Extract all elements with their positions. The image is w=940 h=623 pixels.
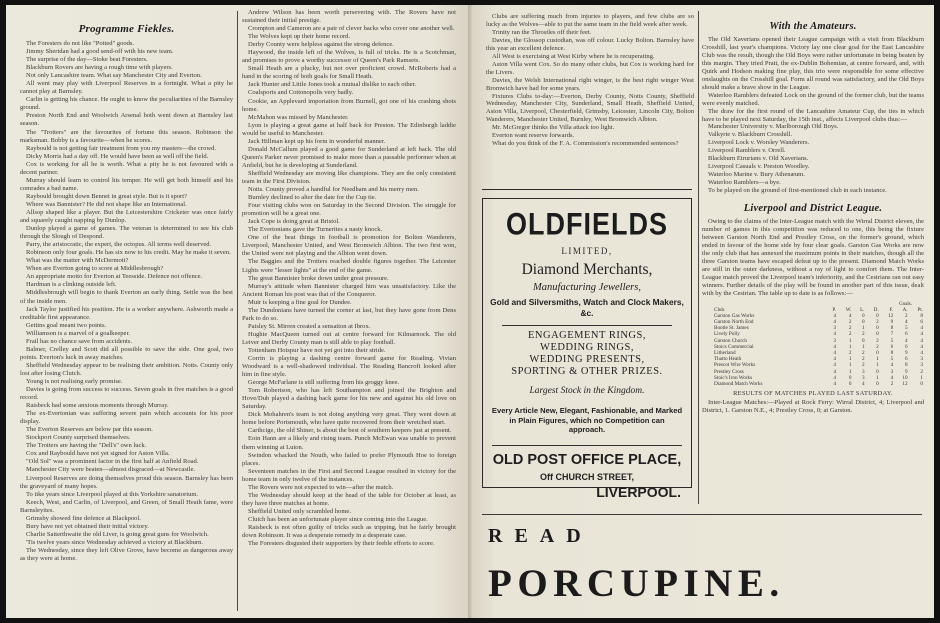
stat-cell: 4 (848, 312, 852, 319)
stat-cell: 3 (861, 374, 865, 381)
paragraph: Parry, the aristocratic, the expert, the octopus. All terms well deserved. (26, 241, 212, 249)
paragraph: Jack Cope is doing great at Bristol. (248, 218, 340, 226)
stat-cell: 2 (876, 343, 879, 350)
stat-cell: 6 (905, 331, 908, 338)
stat-cell: 7 (890, 331, 894, 338)
paragraph: Notts. County proved a handful for Needham and his merry men. (248, 186, 419, 194)
stat-cell: 6 (920, 319, 923, 325)
stat-cell: 4 (920, 325, 923, 332)
paragraph: To tike years since Liverpool played at this Yorkshire sanatorium. (26, 490, 199, 498)
paragraph: Liverpool Reserves are doing themselves proud this season. Barnsley has been the graveyard of many hopes. (20, 474, 233, 490)
ad-limited: LIMITED, (561, 246, 613, 256)
read-text: READ (488, 525, 593, 547)
paragraph: Stockport County surprised themselves. (26, 434, 131, 442)
club-name-cell: Thatto Heath (714, 356, 742, 363)
paragraph: Four visiting clubs won on Saturday in the Second Division. The struggle for promotion will be a great one. (242, 202, 456, 218)
paragraph: Liverpool Lock v. Worsley Wanderers. (708, 139, 810, 147)
paragraph: 'Tis twelve years since Wednesday achieved a victory at Blackburn. (26, 538, 204, 546)
stat-cell: 1 (848, 343, 852, 350)
paragraph: Cox is working for all he is worth. What a pity he is not favoured with a decent partner. (20, 160, 233, 176)
stat-cell: 4 (905, 319, 908, 325)
stat-cell: 0 (876, 312, 879, 319)
league-column-header: W. (845, 306, 852, 313)
paragraph: Fixtures Clubs to-day:—Everton, Derby County, Notts County, Sheffield Wednesday, Manchester City, Sunderland, Small Heath, Sheffield United, Aston Villa, Liverpool, Chesterfield, Grimsby, Leicester, Lincoln City, Bolton Wanderers, Manchester United, Burnley, West Bromwich Albion. (486, 92, 694, 124)
stat-cell: 4 (890, 374, 894, 381)
paragraph: Tottenham Hotspur have not yet got into their stride. (248, 346, 386, 354)
stat-cell: 9 (890, 319, 894, 325)
paragraph: Young is not realising early promise. (26, 377, 123, 385)
paragraph: Hardman is a clinking outside left. (26, 281, 117, 289)
club-name-cell: Prestley Cross (714, 368, 744, 375)
stat-cell: 4 (905, 337, 908, 344)
paragraph: Clutch has been an unfortunate player since coming into the League. (248, 515, 428, 523)
stat-cell: 4 (833, 374, 836, 381)
paragraph: The Everton Reserves are below par this season. (26, 426, 153, 434)
stat-cell: 3 (920, 362, 923, 369)
club-name-cell: Garston Church (714, 337, 747, 344)
stat-cell: 6 (890, 343, 894, 350)
paragraph: Tom Robertson, who has left Southampton and joined the Brighton and Hove/Dub played a dashing back game for his new and against his old love on Saturday. (242, 387, 456, 411)
league-column-header: D. (873, 306, 879, 313)
paragraph: The Wolves kept up their home record. (248, 33, 351, 41)
stat-cell: 4 (833, 331, 836, 338)
paragraph: The ex-Evertonian was suffering severe pain which accounts for his poor display. (20, 410, 233, 426)
results-heading: RESULTS OF MATCHES PLAYED LAST SATURDAY. (733, 390, 893, 398)
stat-cell: 9 (905, 368, 908, 375)
paragraph: Robinson only four goals. He has six now to his credit. May he make it seven. (26, 249, 231, 257)
paragraph: Burnley declined to alter the date for the Cup tie. (248, 194, 377, 202)
col3-paragraphs (486, 13, 694, 148)
column-divider-right (698, 11, 699, 504)
paragraph: Trinity ran the Throstles off their feet. (492, 28, 592, 36)
paragraph: Eoin Hann are a likely and rising team. Punch McEwan was unable to prevent them winning at Luton. (242, 435, 456, 451)
stat-cell: 12 (902, 381, 908, 388)
ad-address-city: LIVERPOOL. (596, 483, 681, 500)
paragraph: Raybould brought down Bennet in great style. But is it sport? (26, 192, 187, 200)
stat-cell: 1 (848, 362, 852, 369)
stat-cell: 0 (848, 374, 852, 381)
stat-cell: 4 (920, 331, 923, 338)
paragraph: Grimsby showed fine defence at Blackpool. (26, 514, 141, 522)
stat-cell: 4 (890, 362, 894, 369)
stat-cell: 1 (920, 374, 923, 381)
paragraph: Dunlop played a game of games. The veteran is determined to see his club through the Slough of Despond. (20, 225, 233, 241)
programme-fickles-heading: Programme Fiekles. (78, 23, 175, 35)
paragraph: Paisley St. Mirren created a sensation at Ibrox. (248, 322, 371, 330)
paragraph: Swindon whacked the Nouth, who failed to prefer Plymouth Hoe to foreign places. (242, 451, 456, 467)
paragraph: Crompton and Cameron are a pair of clever backs who cover one another well. (248, 25, 455, 33)
paragraph: Liverpool Ramblers v. Orrell. (708, 147, 786, 155)
ad-engagement-rings: ENGAGEMENT RINGS, (528, 330, 646, 341)
stat-cell: 4 (833, 356, 836, 363)
paragraph: Balmer, Crelley and Scott did all possible to save the side. One goal, two points. Everton's luck in away matches. (20, 345, 233, 361)
paragraph: Davies, the Glossop custodian, was off colour. Lucky Bolton. Barnsley have this year an excellent defence. (486, 36, 694, 52)
stat-cell: 1 (861, 343, 865, 350)
notes-column (486, 13, 694, 148)
paragraph: All West is exercising at West Kirby where he is recuperating. (492, 52, 655, 60)
paragraph: The surprise of the day—Stoke beat Foresters. (26, 56, 148, 64)
stat-cell: 9 (905, 350, 908, 357)
club-name-cell: Diamond Match Works (714, 381, 763, 388)
stat-cell: 0 (876, 325, 879, 332)
paragraph: To be played on the ground of first-mentioned club in each instance. (708, 187, 887, 195)
ad-top-rule (482, 189, 692, 190)
paragraph: All went may play with Liverpool Reserves in a fortnight. What a pity he cannot play at Barnsley. (20, 80, 233, 96)
paragraph: The Rovers were not expected to win—after the match. (248, 483, 394, 491)
league-column-header: A. (902, 306, 908, 313)
paragraph: Sheffield Wednesday are moving like champions. They are the only consistent team in the First Division. (242, 169, 456, 185)
paragraph: Manchester City were beaten—almost disgraced—at Newcastle. (26, 466, 196, 474)
ad-jewellers: Manufacturing Jewellers, (533, 282, 641, 293)
stat-cell: 3 (890, 368, 894, 375)
paragraph: Jack Hunter and Little Jones took a mutual dislike to each other. (248, 81, 416, 89)
league-table-row (702, 381, 924, 387)
paragraph: Everton want reserve forwards. (492, 132, 575, 140)
stat-cell: 0 (861, 319, 865, 325)
paragraph: George McFarlane is still suffering from his groggy knee. (248, 379, 400, 387)
club-name-cell: Stoic's Iron Works (714, 374, 753, 381)
stat-cell: 8 (890, 350, 894, 357)
paragraph: "Old Sol" was a prominent factor in the first half at Anfield Road. (26, 458, 199, 466)
paragraph: Dick Mohahren's team is not doing anything very great. They went down at home before Portsmouth, who have quite recovered from their wretched start. (242, 411, 456, 427)
paragraph: Coalsports and Cottonopolis very badly. (248, 89, 354, 97)
ad-address-street: Off CHURCH STREET, (540, 471, 634, 482)
ad-merchants: Diamond Merchants, (521, 261, 653, 278)
column-divider (237, 11, 238, 611)
club-name-cell: Stoics Commercial (714, 343, 754, 350)
porcupine-ad-rule (482, 514, 922, 515)
stat-cell: 1 (861, 325, 865, 332)
paragraph: The Wednesday, since they left Olive Grove, have become as dangerous away as they were at home. (20, 546, 233, 562)
paragraph: What was the matter with McDermott? (26, 257, 129, 265)
ad-sporting-prizes: SPORTING & OTHER PRIZES. (511, 366, 663, 377)
stat-cell: 1 (876, 374, 879, 381)
paragraph: Seventeen matches in the First and Second League resulted in victory for the home team in only twelve of the instances. (242, 467, 456, 483)
ad-gold-silversmiths: Gold and Silversmiths, Watch and Clock Makers, &c. (490, 297, 684, 318)
stat-cell: 4 (833, 381, 836, 388)
stat-cell: 4 (833, 312, 836, 319)
club-name-cell: Lively Polly (714, 331, 740, 338)
stat-cell: 1 (876, 356, 879, 363)
paragraph: The Wednesday should keep at the head of the table for October at least, as they have three matches at home. (242, 491, 456, 507)
stat-cell: 5 (905, 325, 908, 332)
stat-cell: 6 (905, 356, 908, 363)
paragraph: Waterloo Ramblers—a bye. (708, 179, 781, 187)
paragraph: An appropriate motto for Everton at Teesside. Defence not offence. (26, 273, 203, 281)
league-column-header: Pt. (917, 306, 923, 313)
paragraph: The Dundonians have turned the corner at last, but they have gone from Dens Park to do so. (242, 306, 456, 322)
paragraph: Waterloo Ramblers defeated Lock on the ground of the former club, but the teams were evenly matched. (702, 91, 924, 107)
paragraph: Sheffield Wednesday appear to be realising their ambition. Notts. County only lost after losing Clutch. (20, 361, 233, 377)
paragraph: Liverpool Casuals v. Preston Woodley. (708, 163, 810, 171)
paragraph: Sheffield United only scrambled home. (248, 507, 351, 515)
stat-cell: 0 (876, 331, 879, 338)
paragraph: Owing to the claims of the Inter-League match with the Wirral District eleven, the number of games in this competition was reduced to one, this being the fixture between Garston North End and Prestley Cross, on the former's ground, which ended in favour of the home side by four clear goals. Garston Gas Works are now the only club that has annexed the maximum points in their matches, though all the three Garston teams have escaped defeat up to the present. Diamond Match Works are still in the outer darkness, without a ray of light to comfort them. The Inter-League match proved the Liverpool team's inferiority, and the Cestrians ran out easy winners. Further details of the play will be found in another part of this issue, dealt with by the Cestrian. The table up to date is as follows:— (702, 218, 924, 297)
paragraph: Small Heath are a plucky, but not over proficient crowd. McRoberts had a hand in the scoring of both goals for Small Heath. (242, 65, 456, 81)
paragraph: The Foresters do not like "Potted" goods. (26, 40, 135, 47)
paragraph: Hughie MacQueen turned out at centre forward for Kilmarnock. The old Leiver and Derby County man is still able to play football. (242, 330, 456, 346)
paragraph: Haywood, the inside left of the Wolves, is full of tricks. He is a Scotchman, and promises to prove a worthy successor of Queen's Park Ramsets. (242, 49, 456, 65)
paragraph: Valkyrie v. Blackburn Crosshill. (708, 131, 793, 139)
paragraph: Donald McCallum played a good game for Sunderland at left back. The old Queen's Parker never promised to make more than a passable performer when at Anfield, but he is developing at Sunderland. (242, 145, 456, 169)
paragraph: The "Trotters" are the favourites of fortune this season. Robinson the marksman. Bobby is a favourite—when he scores. (20, 128, 233, 144)
page-gutter (468, 5, 472, 618)
stat-cell: 3 (920, 356, 923, 363)
league-column-header: Club. (714, 306, 726, 313)
programme-fickles-column-2 (242, 9, 456, 548)
club-name-cell: Garston North End (714, 319, 754, 325)
stat-cell: 0 (920, 381, 923, 388)
paragraph: Keech, West, and Carlin, of Liverpool, and Green, of Small Heath fame, were Barnsleyites. (20, 498, 233, 514)
stat-cell: 2 (861, 350, 865, 357)
paragraph: Jack Hillman kept up his form in wonderful manner. (248, 137, 386, 145)
club-name-cell: Prescot Wire Works (714, 362, 756, 369)
paragraph: The Old Xaverians opened their League campaign with a visit from Blackburn Crosshill, last year's champions. Victory lay one clear goal for the East Lancashire Club was the result, though the Old Boys were rather unfortunate in being beaten by this margin. They tried Pratt, the ex-Dublin Bohemian, at centre forward, and, with Quirk and Hodson making fine play, this trio were responsible for some effective onslaughts on the Crosshill goal. Form all round was satisfactory, and the Old Boys should make a brave show in the League. (702, 36, 924, 91)
paragraph: Manchester University v. Marlborough Old Boys. (708, 123, 839, 131)
ad-largest-stock: Largest Stock in the Kingdom. (529, 386, 645, 396)
ad-separator-2 (492, 445, 682, 446)
paragraph: Blackburn Rovers are having a rough time with players. (26, 64, 173, 72)
paragraph: The Trotters are having the "Dell's" own luck. (26, 442, 147, 450)
paragraph: Carlin is getting his chance. He ought to know the peculiarities of the Barnsley ground. (20, 96, 233, 112)
amateurs-heading: With the Amateurs. (769, 21, 857, 32)
paragraph: Davies is going from success to success. Seven goals in five matches is a good record. (20, 386, 233, 402)
stat-cell: 0 (861, 312, 865, 319)
stat-cell: 4 (833, 319, 836, 325)
paragraph: Waterloo Marine v. Bury Athenæum. (708, 171, 805, 179)
league-table-wrap (702, 302, 924, 388)
stat-cell: 4 (833, 350, 836, 357)
stat-cell: 8 (890, 325, 894, 332)
paragraph: Raisbeck is not often guilty of tricks such as tripping, but he fairly brought down Robinson. It was a desperate remedy in a desperate case. (242, 524, 456, 540)
paragraph: Andrew Wilson has been worth persevering with. The Rovers have not sustained their initial prestige. (242, 9, 456, 25)
ad-address-place: OLD POST OFFICE PLACE, (492, 451, 682, 468)
paragraph: One of the beat things in football is promotion for Bolton Wanderers, Liverpool, Manchester United, and West Bromwich Albion. The two first won, the United were not playing and the Albion went down. (242, 234, 456, 258)
league-column-header: L. (860, 306, 865, 313)
paragraph: Clubs are suffering much from injuries to players, and few clubs are so lucky as the Wolves—able to put the same team in the field week after week. (486, 13, 694, 28)
paragraph: Williamson is a marvel of a goalkeeper. (26, 329, 130, 337)
stat-cell: 5 (890, 356, 894, 363)
results-text: Inter-League Matches:—Played at Rock Ferry: Wirral District, 4; Liverpool and District, 1. Garston N.E., 4; Prestley Cross, 0; at Garston. (702, 399, 924, 415)
paragraph: Aston Villa went Cox. So do many other clubs, but Cox is working hard for the Livers. (486, 60, 694, 76)
stat-cell: 3 (833, 337, 836, 344)
stat-cell: 1 (848, 356, 852, 363)
left-page (6, 5, 468, 618)
stat-cell: 1 (848, 337, 852, 344)
paragraph: Allsop shaped like a player. But the Leicestershire Cricketer was once fairly and squarely caught napping by Dunlop. (20, 208, 233, 225)
paragraph: Middlesbrough will begin to thank Everton an early thing. Settle was the best of the inside men. (20, 289, 233, 305)
stat-cell: 0 (876, 368, 879, 375)
right-page (468, 5, 934, 618)
paragraph: Raisbeck had some anxious moments through Murray. (26, 402, 169, 410)
ad-every-article: Every Article New, Elegant, Fashionable, and Marked in Plain Figures, which no Competition can approach. (491, 406, 683, 434)
paragraph: Where was Bannister? He did not shape like an International. (26, 200, 187, 208)
stat-cell: 3 (861, 368, 865, 375)
col2-paragraphs (242, 9, 456, 548)
oldfields-advertisement (482, 198, 692, 500)
paragraph: Bury have not yet obtained their initial victory. (26, 522, 149, 530)
stat-cell: 10 (902, 374, 908, 381)
stat-cell: 2 (848, 331, 852, 338)
paragraph: Frail has no chance save from accidents. (26, 337, 132, 345)
stat-cell: 6 (905, 343, 908, 350)
stat-cell: 12 (887, 312, 894, 319)
stat-cell: 2 (848, 319, 852, 325)
stat-cell: 5 (890, 337, 894, 344)
stat-cell: 4 (833, 362, 836, 369)
paragraph: Dicky Morris had a day off. He would have been as well off the field. (26, 152, 209, 160)
stat-cell: 2 (861, 362, 865, 369)
paragraph: Derby County were helpless against the strong defence. (248, 41, 394, 49)
porcupine-title: PORCUPINE. (488, 562, 785, 605)
paragraph: Charlie Satterthwaite the old Liver, is going great guns for Woolwich. (26, 530, 209, 538)
paragraph: Corrin is playing a dashing centre forward game for Reading. Vivian Woodward is a well-shadowed individual. The Reading Bancroft looked after him in fine style. (242, 355, 456, 379)
ad-separator (502, 325, 672, 326)
goals-label: Goals. (899, 301, 912, 307)
col1-paragraphs (20, 40, 233, 563)
paragraph: McMahon was missed by Manchester. (248, 113, 349, 121)
district-paragraphs (702, 218, 924, 298)
paragraph: Mr. McGregor thinks the Villa attack too light. (492, 124, 615, 132)
paragraph: Davies, the Welsh International right winger, is the best right winger West Bromwich have had for some years. (486, 76, 694, 92)
stat-cell: 4 (861, 381, 865, 388)
paragraph: Murray should learn to control his temper. He will get both himself and his comrades a bad name. (20, 176, 233, 192)
stat-cell: 1 (848, 368, 852, 375)
paragraph: Jimmy Sheridan had a good send-off with his new team. (26, 48, 174, 56)
paragraph: What do you think of the F. A. Commission's recommended sentences? (492, 140, 679, 148)
paragraph: Murray's attitude when Bannister charged him was unsatisfactory. Like the Ancient Roman his post was that of the Conqueror. (242, 282, 456, 298)
ad-wedding-rings: WEDDING RINGS, (540, 342, 634, 353)
amateurs-paragraphs (702, 36, 924, 195)
club-name-cell: Garston Gas Works (714, 312, 755, 319)
stat-cell: 4 (920, 337, 923, 344)
paragraph: The draw for the first round of the Lancashire Amateur Cup, the ties in which have to be played next Saturday, the 15th inst., affects Liverpool clubs thus:— (702, 107, 924, 123)
league-column-header: F. (889, 306, 894, 313)
district-league-heading: Liverpool and District League. (743, 203, 883, 215)
paragraph: Carthcige, the old Shiner, is about the best of southern keepers just at present. (248, 427, 452, 435)
ad-company-name: OLDFIELDS (506, 206, 668, 242)
stat-cell: 2 (890, 381, 894, 388)
league-column-header: P. (832, 306, 836, 313)
stat-cell: 2 (920, 368, 923, 375)
stat-cell: 4 (920, 350, 923, 357)
paragraph: Muir is keeping a fine goal for Dundee. (248, 298, 352, 306)
stat-cell: 2 (861, 356, 865, 363)
newspaper-spread (6, 5, 934, 618)
stat-cell: 2 (848, 350, 852, 357)
programme-fickles-column-1 (20, 9, 233, 563)
stat-cell: 1 (876, 362, 879, 369)
paragraph: The Baggies and the Trotters reached double figures together. The Leicester Lights were "lesser lights" at the end of the game. (242, 258, 456, 274)
stat-cell: 0 (876, 350, 879, 357)
ad-wedding-presents: WEDDING PRESENTS, (529, 354, 645, 365)
paragraph: When are Everton going to score at Middlesbrough? (26, 265, 164, 273)
paragraph: Gettins goal meant two points. (26, 321, 107, 329)
stat-cell: 0 (876, 381, 879, 388)
stat-cell: 0 (861, 337, 865, 344)
stat-cell: 0 (848, 381, 852, 388)
paragraph: Cookie, an Applevard importation from Burnell, got one of his crashing shots home. (242, 97, 456, 113)
stat-cell: 4 (833, 343, 836, 350)
stat-cell: 2 (861, 331, 865, 338)
paragraph: Lyon is playing a great game at half back for Preston. The Edinburgh laddie would be useful to Manchester. (242, 121, 456, 137)
stat-cell: 2 (848, 325, 852, 332)
paragraph: Not only Lancashire team. What say Manchester City and Everton. (26, 72, 202, 80)
stat-cell: 2 (876, 337, 879, 344)
paragraph: Preston North End and Woolwich Arsenal both went down at Barnsley last season. (20, 112, 233, 128)
stat-cell: 8 (905, 362, 908, 369)
stat-cell: 8 (920, 312, 923, 319)
paragraph: Blackburn Etrurians v. Old Xaverians. (708, 155, 809, 163)
stat-cell: 4 (833, 368, 836, 375)
paragraph: Raybould is not getting fair treatment from you my masters—the crowd. (26, 144, 217, 152)
amateurs-column (702, 13, 924, 415)
league-table-body (702, 313, 924, 387)
paragraph: Jack Taylor justified his position. He is a worker anywhere. Ashworth made a creditable first appearance. (20, 305, 233, 321)
paragraph: The Foresters disgusted their supporters by their feeble efforts to score. (248, 540, 435, 548)
paragraph: The great Bannister broke down under great pressure. (248, 274, 389, 282)
stat-cell: 4 (920, 343, 923, 350)
paragraph: The Evertonians gave the Turnerites a nasty knock. (248, 226, 383, 234)
club-name-cell: Bootle St. James (714, 325, 749, 332)
stat-cell: 2 (905, 312, 908, 319)
league-table (702, 307, 924, 388)
stat-cell: 3 (833, 325, 836, 332)
paragraph: Cox and Raybould have not yet signed for Aston Villa. (26, 450, 170, 458)
stat-cell: 2 (876, 319, 879, 325)
club-name-cell: Litherland (714, 350, 736, 357)
